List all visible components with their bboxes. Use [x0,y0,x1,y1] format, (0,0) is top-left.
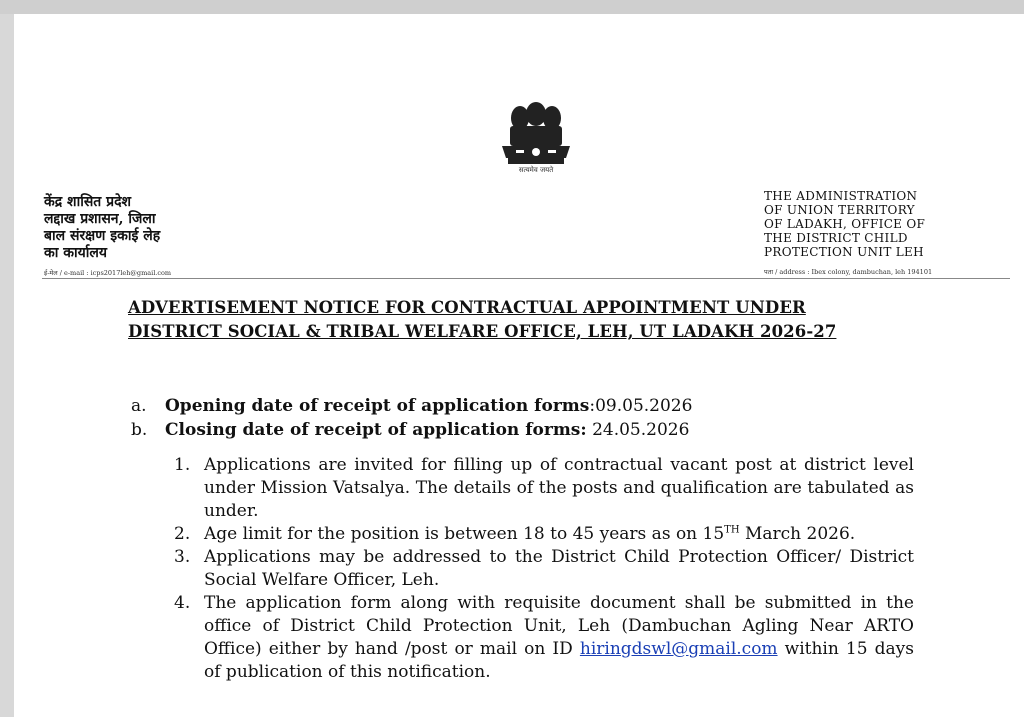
list-marker: b. [131,420,148,440]
opening-date-row [131,394,931,418]
english-office-header [764,189,1014,276]
item-text [204,523,914,546]
english-header-line: THE ADMINISTRATION [764,189,918,203]
item-number: 4. [174,593,191,613]
english-header-line: OF UNION TERRITORY [764,203,915,217]
list-item [164,454,914,523]
list-item [164,523,914,546]
item-number: 2. [174,524,191,544]
item-text-part: March 2026. [739,524,856,544]
hindi-header-line: बाल संरक्षण इकाई लेह [44,228,161,244]
hindi-header-line: लद्दाख प्रशासन, जिला [44,211,156,227]
header-divider [42,278,1010,279]
closing-date-value: 24.05.2026 [592,420,690,440]
opening-date-label: Opening date of receipt of application forms [165,396,590,416]
office-email: ई-मेल / e-mail : icps2017leh@gmail.com [44,269,172,277]
list-item [164,592,914,684]
item-text-part: within 15 days of publication of this notification. [204,639,915,682]
ordinal-suffix: TH [724,524,740,536]
english-header-line: THE DISTRICT CHILD [764,231,908,245]
instructions-list [164,454,914,684]
window-top-edge [0,0,1024,14]
item-text: Applications may be addressed to the District Child Protection Officer/ District Social Welfare Officer, Leh. [204,547,914,590]
item-number: 3. [174,547,191,567]
office-address: पता / address : Ibex colony, dambuchan, leh 194101 [764,268,933,276]
item-text-part: The application form along with requisite document shall be submitted in the office of District Child Protection Unit, Leh (Dambuchan Agling Near ARTO Office) either by hand /post or mail on ID [204,593,914,659]
english-header-line: PROTECTION UNIT LEH [764,245,924,259]
closing-date-label: Closing date of receipt of application forms: [165,420,587,440]
closing-date-row [131,418,931,442]
opening-date-value: 09.05.2026 [595,396,693,416]
list-item [164,546,914,592]
date-separator: : [589,396,596,416]
item-text: Applications are invited for filling up of contractual vacant post at district level under Mission Vatsalya. The details of the posts and qualification are tabulated as under. [204,455,914,521]
item-text-part: Age limit for the position is between 18 to 45 years as on 15 [204,524,725,544]
emblem-motto: सत्यमेव जयते [518,166,554,174]
dates-list [131,394,931,442]
item-text [204,592,914,684]
application-email-link[interactable]: hiringdswl@gmail.com [579,639,778,659]
document-page [14,14,1024,717]
item-number: 1. [174,455,191,475]
list-marker: a. [131,396,147,416]
english-header-line: OF LADAKH, OFFICE OF [764,217,926,231]
notice-heading: ADVERTISEMENT NOTICE FOR CONTRACTUAL APPOINTMENT UNDER DISTRICT SOCIAL & TRIBAL WELFARE OFFICE, LEH, UT LADAKH 2026-27 [128,298,837,341]
hindi-header-line: केंद्र शासित प्रदेश [44,194,132,210]
hindi-header-line: का कार्यालय [44,245,107,261]
hindi-office-header [44,194,364,277]
